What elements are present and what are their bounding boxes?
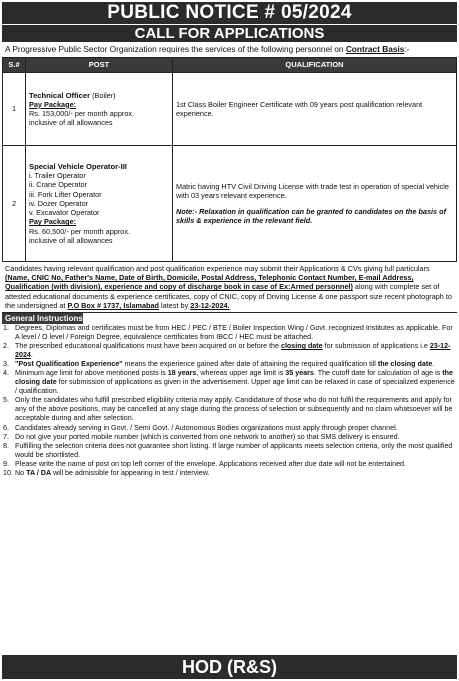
- list-item: 7. Do not give your ported mobile number (which is converted from one network to another) so that SMS delivery is ensured.: [3, 432, 400, 441]
- apply-text: along with complete set of attested educational documents & experience certificates, copy of CNIC, copy of Driving License & one passport size recent photograph to the undersigned at: [5, 282, 452, 310]
- post-item: iv. Dozer Operator: [29, 198, 89, 208]
- post-item: v. Excavator Operator: [29, 208, 100, 218]
- post-item: i. Trailer Operator: [29, 171, 86, 181]
- row-qualification: 1st Class Boiler Engineer Certificate with 09 years post qualification relevant experience.: [173, 73, 457, 146]
- col-header-qualification: QUALIFICATION: [173, 58, 457, 73]
- list-item: 6. Candidates already serving in Govt. / Semi Govt. / Autonomous Bodies organizations must apply through proper channel.: [3, 423, 398, 432]
- list-item: 9. Please write the name of post on top left corner of the envelope. Applications received after due date will not be entertained.: [3, 459, 406, 468]
- pay-package-label: Pay Package:: [29, 217, 77, 227]
- intro-suffix: :-: [404, 44, 410, 54]
- col-header-post: POST: [26, 58, 173, 73]
- post-title: Technical Officer (Boiler): [29, 90, 116, 100]
- apply-address: P.O Box # 1737, Islamabad: [67, 300, 160, 310]
- pay-note: inclusive of all allowances: [29, 118, 113, 128]
- pay-amount: Rs. 153,000/- per month approx.: [29, 109, 135, 118]
- list-item: 3. "Post Qualification Experience" means the experience gained after date of attaining the required qualification till the closing date.: [3, 360, 435, 369]
- post-title: Special Vehicle Operator-III: [29, 162, 127, 172]
- apply-particulars: (Name, CNIC No, Father's Name, Date of Birth, Domicile, Postal Address, Telephonic Contact Number, E-mail Address, Qualification (with division), experience and copy of discharge book in case of Ex:Armed personnel): [5, 273, 414, 292]
- signature-footer: HOD (R&S): [2, 655, 457, 679]
- instructions-list: [2, 324, 457, 478]
- qualification-text: Matric having HTV Civil Driving License with trade test in operation of special vehicle with 03 years relevant experience.: [176, 182, 449, 201]
- apply-text: Candidates having relevant qualification and post qualification experience may submit their Applications & CVs giving full particulars: [5, 264, 430, 273]
- post-item: ii. Crane Operator: [29, 180, 87, 190]
- notice-title: PUBLIC NOTICE # 05/2024: [2, 2, 457, 24]
- row-post: [26, 73, 173, 146]
- intro-text: A Progressive Public Sector Organization requires the services of the following personnel on: [5, 44, 346, 54]
- table-header-row: [3, 58, 457, 73]
- list-item: 1. Degrees, Diplomas and certificates must be from HEC / PEC / BTE / Boiler Inspection Wing / Govt. recognized Institutes as applicable. For A level / O level / Foreign Degree, equivalence certificates from IBCC / HEC must be attached.: [3, 324, 453, 342]
- intro-emphasis: Contract Basis: [345, 44, 405, 54]
- col-header-sr: S.#: [3, 58, 26, 73]
- pay-package-label: Pay Package:: [29, 99, 77, 109]
- post-item: iii. Fork Lifter Operator: [29, 189, 102, 199]
- apply-deadline: 23-12-2024.: [190, 300, 230, 310]
- list-item: 8. Fulfilling the selection criteria does not guarantee short listing. If large number of applicants meets selection criteria, only the most qualified would be shortlisted.: [3, 441, 453, 459]
- table-row: [3, 73, 457, 146]
- relaxation-note: Note:- Relaxation in qualification can be granted to candidates on the basis of skills & experience in the relevant field.: [176, 206, 447, 225]
- list-item: 4. Minimum age limit for above mentioned posts is 18 years, whereas upper age limit is 35 years. The cutoff date for calculation of age is the closing date for submission of applications as given in the advertisement. Upper age limit can be relaxed in case of specialized experience / qualification.: [3, 369, 455, 396]
- instructions-heading: General Instructions: [2, 313, 83, 324]
- list-item: 10. No TA / DA will be admissible for appearing in test / interview.: [3, 468, 210, 477]
- table-row: [3, 146, 457, 262]
- list-item: 2. The prescribed educational qualifications must have been acquired on or before the closing date for submission of applications i.e 23-12-2024.: [3, 342, 451, 360]
- apply-text: latest by: [159, 300, 191, 310]
- notice-subtitle: CALL FOR APPLICATIONS: [2, 24, 457, 42]
- application-paragraph: [2, 262, 457, 313]
- intro-paragraph: [2, 42, 457, 57]
- row-qualification: [173, 146, 457, 262]
- posts-table: [2, 57, 457, 262]
- row-sr: 1: [3, 73, 26, 146]
- list-item: 5. Only the candidates who fulfill prescribed eligibility criteria may apply. Candidature of those who do not fulfil the requirements and apply for any of the above positions, may be cancelled at any stage during the process of selection or subsequently and no claim whatsoever will be acceptable during and after selection.: [3, 396, 453, 423]
- row-sr: 2: [3, 146, 26, 262]
- row-post: [26, 146, 173, 262]
- pay-amount: Rs. 60,500/- per month approx.: [29, 226, 130, 236]
- pay-note: inclusive of all allowances: [29, 235, 113, 245]
